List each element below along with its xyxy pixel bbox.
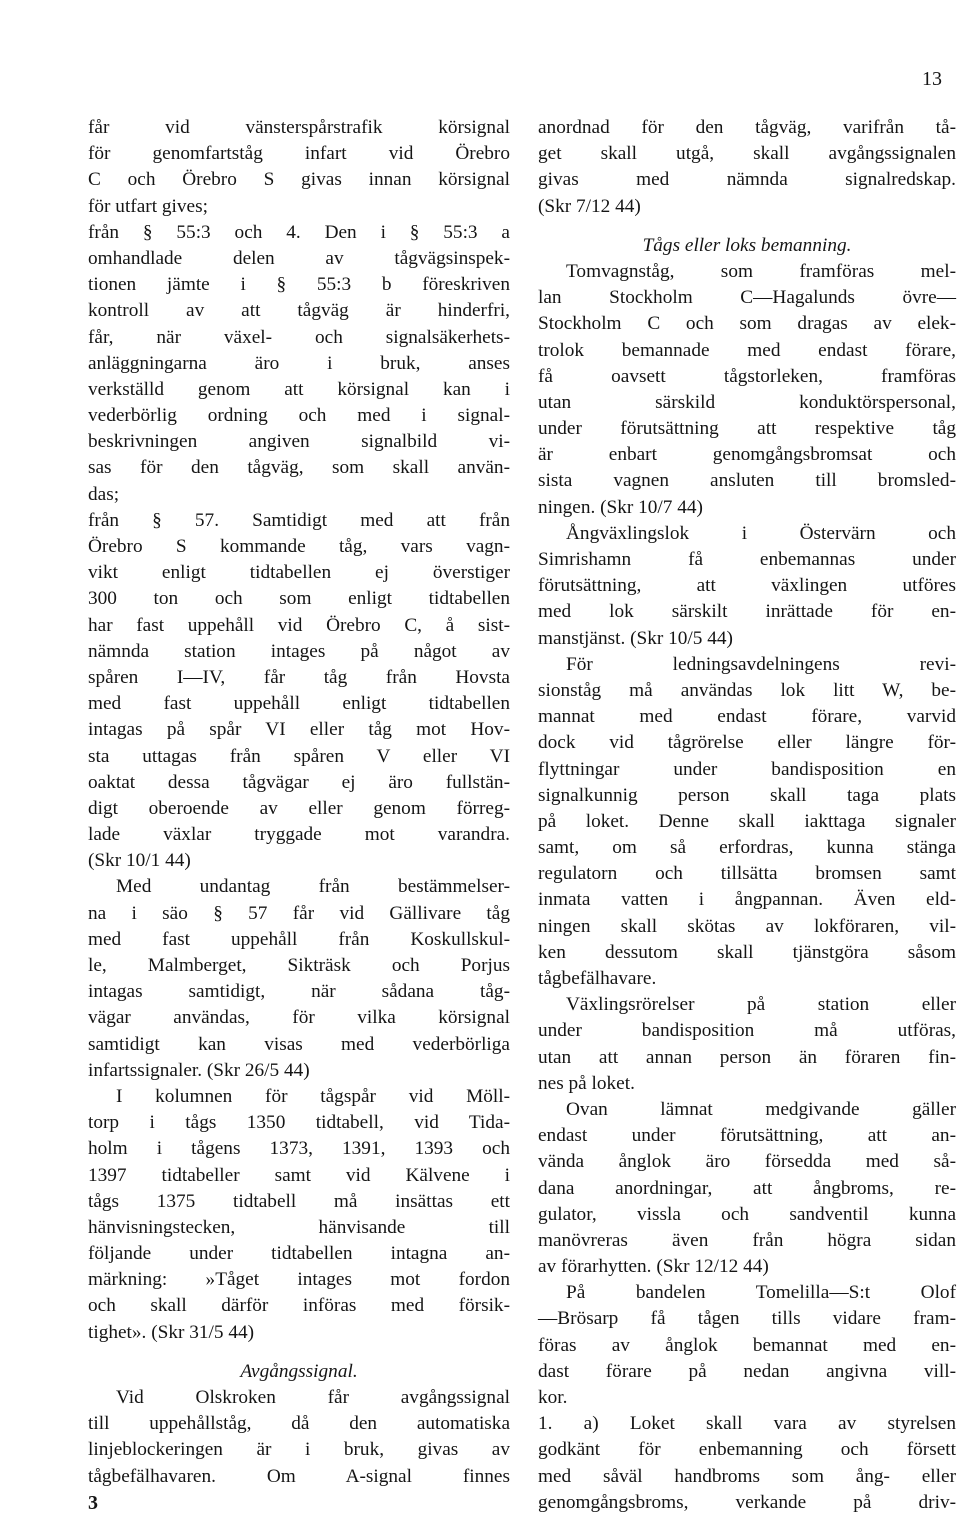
text-line: endast under förutsättning, att an- [538, 1125, 956, 1147]
text-line: lade växlar tryggade mot varandra. [88, 824, 510, 846]
text-line: samtidigt kan visas med vederbörliga [88, 1033, 510, 1055]
text-line: 1. a) Loket skall vara av styrelsen [538, 1413, 956, 1435]
text-line: —Brösarp få tågen tills vidare fram- [538, 1308, 956, 1330]
text-line: ningen. (Skr 10/7 44) [538, 496, 703, 518]
text-line: C och Örebro S givas innan körsignal [88, 169, 510, 191]
text-line: manstjänst. (Skr 10/5 44) [538, 627, 733, 649]
text-line: förutsättning, att växlingen utföres [538, 575, 956, 597]
text-line: Tomvagnståg, som framföras mel- [566, 260, 956, 282]
text-line: Ångväxlingslok i Östervärn och [566, 522, 956, 544]
text-line: dast förare på nedan angivna vill- [538, 1360, 956, 1382]
text-line: med fast uppehåll enligt tidtabellen [88, 693, 510, 715]
text-line: anordnad för den tågväg, varifrån tå- [538, 117, 956, 138]
text-line: intagas samtidigt, när sådana tåg- [88, 981, 510, 1003]
text-line: (Skr 7/12 44) [538, 195, 641, 217]
text-line: mannat med endast förare, varvid [538, 706, 956, 728]
text-line: samt, om så erfordras, kunna stänga [538, 837, 956, 859]
text-line: under bandisposition må utföras, [538, 1020, 956, 1042]
text-line: beskrivningen angiven signalbild vi- [88, 431, 510, 453]
text-line: tågs 1375 tidtabell må insättas ett [88, 1190, 510, 1212]
text-line: dana anordningar, att ångbroms, re- [538, 1177, 956, 1199]
text-line: omhandlade delen av tågvägsinspek- [88, 247, 510, 269]
text-line: tågbefälhavaren. Om A-signal finnes [88, 1465, 510, 1487]
text-line: inmata vatten i ångpannan. Även eld- [538, 889, 956, 911]
text-line: från § 57. Samtidigt med att från [88, 509, 510, 531]
text-line: Ovan lämnat medgivande gäller [566, 1098, 956, 1120]
text-line: Växlingsrörelser på station eller [566, 994, 956, 1016]
text-line: med såväl handbroms som ång- eller [538, 1465, 956, 1487]
text-line: anläggningarna äro i bruk, anses [88, 352, 510, 374]
text-line: Stockholm C och som dragas av elek- [538, 313, 956, 335]
text-line: och skall därför införas med försik- [88, 1295, 510, 1317]
text-line: spåren I—IV, får tåg från Hovsta [88, 666, 510, 688]
text-line: under förutsättning att respektive tåg [538, 418, 956, 440]
text-line: med lok särskilt inrättade för en- [538, 601, 956, 623]
section-heading-text: Tågs eller loks bemanning. [642, 234, 852, 256]
text-line: le, Malmberget, Sikträsk och Porjus [88, 955, 510, 976]
text-line: Med undantag från bestämmelser- [116, 876, 510, 898]
text-line: märkning: »Tåget intages mot fordon [88, 1269, 510, 1291]
section-heading [538, 233, 956, 259]
text-line: signalkunnig person skall taga plats [538, 784, 956, 806]
text-line: vägar användas, för vilka körsignal [88, 1007, 510, 1029]
text-line: för genomfartståg infart vid Örebro [88, 143, 510, 165]
text-line: nämnda station intages på något av [88, 640, 510, 662]
text-line: flyttningar under bandisposition en [538, 758, 956, 780]
text-line: utan att annan person än föraren fin- [538, 1046, 956, 1068]
text-line: ken dessutom skall tjänstgöra såsom [538, 941, 956, 963]
text-line: lan Stockholm C—Hagalunds övre— [538, 287, 956, 309]
text-line: sas för den tågväg, som skall använ- [88, 457, 510, 479]
text-line: givas med nämnda signalredskap. [538, 169, 956, 191]
text-line: oaktat dessa tågvägar ej äro fullstän- [88, 771, 510, 793]
text-line: får, när växel- och signalsäkerhets- [88, 326, 510, 348]
text-line: på loket. Denne skall iakttaga signaler [538, 810, 956, 832]
text-line: För ledningsavdelningens revi- [566, 653, 956, 675]
text-line: das; [88, 483, 120, 505]
text-line: infartssignaler. (Skr 26/5 44) [88, 1059, 310, 1081]
text-line: holm i tågens 1373, 1391, 1393 och [88, 1138, 510, 1160]
text-line: få oavsett tågstorleken, framföras [538, 365, 956, 387]
text-line: kor. [538, 1387, 568, 1408]
text-line: vikt enligt tidtabellen ej överstiger [88, 562, 510, 584]
text-line: get skall utgå, skall avgångssignalen [538, 143, 956, 165]
text-line: regulatorn och tillsätta bromsen samt [538, 863, 956, 885]
text-line: föras av ånglok bemannat med en- [538, 1334, 956, 1356]
text-line: följande under tidtabellen intagna an- [88, 1243, 510, 1265]
text-line: sionståg må användas lok litt W, be- [538, 679, 956, 701]
text-line: Örebro S kommande tåg, vars vagn- [88, 536, 510, 557]
text-line: från § 55:3 och 4. Den i § 55:3 a [88, 221, 510, 243]
page-number: 13 [922, 68, 942, 90]
section-heading-text: Avgångssignal. [240, 1360, 358, 1382]
text-line: na i säo § 57 får vid Gällivare tåg [88, 902, 510, 924]
text-line: tionen jämte i § 55:3 b föreskriven [88, 274, 510, 296]
text-line: sta uttagas från spåren V eller VI [88, 745, 510, 767]
text-line: (Skr 10/1 44) [88, 850, 191, 872]
text-line: till uppehållståg, då den automatiska [88, 1413, 510, 1435]
text-line: 300 ton och som enligt tidtabellen [88, 588, 510, 610]
text-line: Simrishamn få enbemannas under [538, 549, 956, 570]
text-line: av förarhytten. (Skr 12/12 44) [538, 1256, 769, 1278]
text-line: får vid vänsterspårstrafik körsignal [88, 117, 510, 138]
text-line: kontroll av att tågväg är hinderfri, [88, 300, 510, 322]
footer-signature-mark: 3 [88, 1492, 98, 1514]
text-line: godkänt för enbemanning och försett [538, 1439, 956, 1461]
text-line: På bandelen Tomelilla—S:t Olof [566, 1282, 956, 1304]
text-line: torp i tågs 1350 tidtabell, vid Tida- [88, 1112, 510, 1134]
text-line: har fast uppehåll vid Örebro C, å sist- [88, 614, 510, 636]
text-line: nes på loket. [538, 1072, 635, 1094]
text-line: hänvisningstecken, hänvisande till [88, 1216, 510, 1238]
text-line: Vid Olskroken får avgångssignal [116, 1387, 510, 1408]
text-line: trolok bemannade med endast förare, [538, 339, 956, 361]
text-line: I kolumnen för tågspår vid Möll- [116, 1085, 510, 1107]
text-line: linjeblockeringen är i bruk, givas av [88, 1439, 510, 1461]
text-line: med fast uppehåll från Koskullskul- [88, 928, 510, 950]
text-line: sista vagnen ansluten till bromsled- [538, 470, 956, 492]
left-text-column [88, 115, 510, 1490]
text-line: vända ånglok äro försedda med så- [538, 1151, 956, 1173]
text-line: intagas på spår VI eller tåg mot Hov- [88, 719, 510, 741]
text-line: utan särskild konduktörspersonal, [538, 391, 956, 413]
text-line: 1397 tidtabeller samt vid Kälvene i [88, 1164, 510, 1186]
text-line: manövreras även från högra sidan [538, 1229, 956, 1251]
section-heading [88, 1359, 510, 1385]
text-line: vederbörlig ordning och med i signal- [88, 405, 510, 427]
right-text-column [538, 115, 956, 1516]
text-line: ningen skall skötas av lokföraren, vil- [538, 915, 956, 937]
text-line: dock vid tågrörelse eller längre för- [538, 732, 956, 754]
text-line: digt oberoende av eller genom förreg- [88, 797, 510, 819]
text-line: genomgångsbroms, verkande på driv- [538, 1491, 956, 1513]
text-line: tågbefälhavare. [538, 968, 657, 989]
text-line: är enbart genomgångsbromsat och [538, 444, 956, 466]
text-line: tighet». (Skr 31/5 44) [88, 1321, 255, 1343]
text-line: verkställd genom att körsignal kan i [88, 378, 510, 400]
text-line: för utfart gives; [88, 195, 208, 217]
text-line: gulator, vissla och sandventil kunna [538, 1203, 956, 1225]
